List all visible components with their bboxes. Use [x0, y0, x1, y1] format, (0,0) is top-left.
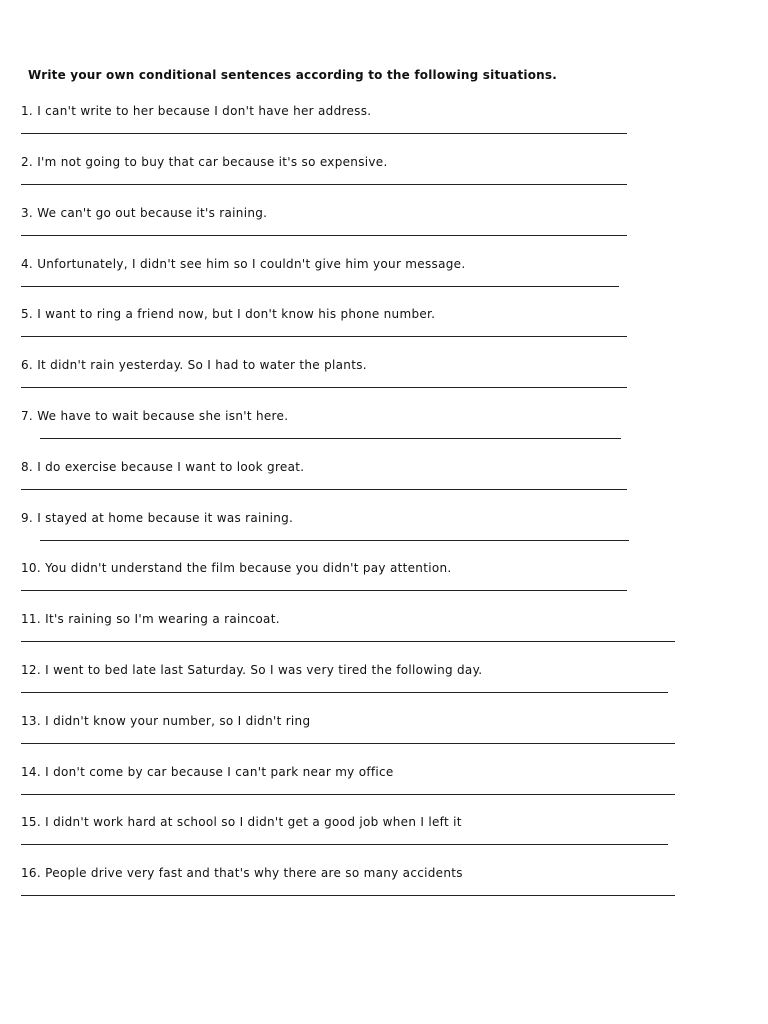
- exercise-prompt: [21, 155, 388, 169]
- exercise-sentence: I didn't know your number, so I didn't ring: [45, 714, 311, 728]
- exercise-prompt: [21, 815, 462, 829]
- exercise-sentence: Unfortunately, I didn't see him so I couldn't give him your message.: [37, 257, 466, 271]
- exercise-sentence: I'm not going to buy that car because it's so expensive.: [37, 155, 388, 169]
- exercise-prompt: [21, 511, 293, 525]
- exercise-prompt: [21, 409, 288, 423]
- exercise-item: [0, 206, 768, 257]
- exercise-number: 1.: [21, 104, 34, 118]
- exercise-prompt: [21, 460, 304, 474]
- exercise-number: 12.: [21, 663, 41, 677]
- exercise-item: [0, 358, 768, 409]
- exercise-sentence: We have to wait because she isn't here.: [37, 409, 289, 423]
- answer-line[interactable]: [21, 743, 675, 744]
- exercise-prompt: [21, 561, 452, 575]
- exercise-item: [0, 866, 768, 917]
- answer-line[interactable]: [21, 794, 675, 795]
- exercise-prompt: [21, 612, 280, 626]
- answer-line[interactable]: [21, 184, 627, 185]
- exercise-prompt: [21, 663, 482, 677]
- exercise-number: 7.: [21, 409, 34, 423]
- exercise-item: [0, 307, 768, 358]
- answer-line[interactable]: [40, 540, 629, 541]
- exercise-item: [0, 155, 768, 206]
- answer-line[interactable]: [21, 489, 627, 490]
- exercise-sentence: I stayed at home because it was raining.: [37, 511, 294, 525]
- exercise-prompt: [21, 257, 465, 271]
- exercise-item: [0, 104, 768, 155]
- answer-line[interactable]: [21, 336, 627, 337]
- exercise-sentence: I didn't work hard at school so I didn't get a good job when I left it: [45, 815, 462, 829]
- exercise-sentence: People drive very fast and that's why there are so many accidents: [45, 866, 463, 880]
- exercise-item: [0, 561, 768, 612]
- exercise-number: 15.: [21, 815, 41, 829]
- exercise-number: 2.: [21, 155, 34, 169]
- exercise-prompt: [21, 358, 367, 372]
- answer-line[interactable]: [40, 438, 621, 439]
- exercise-sentence: You didn't understand the film because you didn't pay attention.: [45, 561, 452, 575]
- exercise-prompt: [21, 307, 435, 321]
- exercise-item: [0, 460, 768, 511]
- worksheet-instruction: Write your own conditional sentences according to the following situations.: [28, 68, 557, 82]
- exercise-number: 4.: [21, 257, 34, 271]
- exercise-number: 5.: [21, 307, 34, 321]
- exercise-number: 8.: [21, 460, 34, 474]
- exercise-item: [0, 257, 768, 308]
- exercise-sentence: I went to bed late last Saturday. So I was very tired the following day.: [45, 663, 483, 677]
- exercise-item: [0, 815, 768, 866]
- exercise-number: 3.: [21, 206, 34, 220]
- exercise-sentence: It's raining so I'm wearing a raincoat.: [45, 612, 280, 626]
- exercise-sentence: I do exercise because I want to look great.: [37, 460, 305, 474]
- exercise-sentence: I want to ring a friend now, but I don't know his phone number.: [37, 307, 436, 321]
- answer-line[interactable]: [21, 387, 627, 388]
- exercise-number: 11.: [21, 612, 41, 626]
- answer-line[interactable]: [21, 133, 627, 134]
- exercise-number: 10.: [21, 561, 41, 575]
- exercise-prompt: [21, 866, 463, 880]
- exercise-number: 14.: [21, 765, 41, 779]
- exercise-prompt: [21, 765, 394, 779]
- exercise-sentence: It didn't rain yesterday. So I had to water the plants.: [37, 358, 367, 372]
- answer-line[interactable]: [21, 895, 675, 896]
- exercise-item: [0, 765, 768, 816]
- exercise-number: 9.: [21, 511, 34, 525]
- answer-line[interactable]: [21, 844, 668, 845]
- exercise-item: [0, 714, 768, 765]
- exercise-item: [0, 663, 768, 714]
- exercise-item: [0, 409, 768, 460]
- answer-line[interactable]: [21, 235, 627, 236]
- answer-line[interactable]: [21, 286, 619, 287]
- exercise-prompt: [21, 104, 371, 118]
- answer-line[interactable]: [21, 641, 675, 642]
- exercise-item: [0, 612, 768, 663]
- exercise-sentence: I don't come by car because I can't park near my office: [45, 765, 394, 779]
- exercise-item: [0, 511, 768, 562]
- answer-line[interactable]: [21, 590, 627, 591]
- exercise-prompt: [21, 714, 310, 728]
- answer-line[interactable]: [21, 692, 668, 693]
- exercise-number: 13.: [21, 714, 41, 728]
- exercise-number: 16.: [21, 866, 41, 880]
- exercise-prompt: [21, 206, 267, 220]
- exercise-sentence: I can't write to her because I don't have her address.: [37, 104, 372, 118]
- exercise-number: 6.: [21, 358, 34, 372]
- exercise-sentence: We can't go out because it's raining.: [37, 206, 268, 220]
